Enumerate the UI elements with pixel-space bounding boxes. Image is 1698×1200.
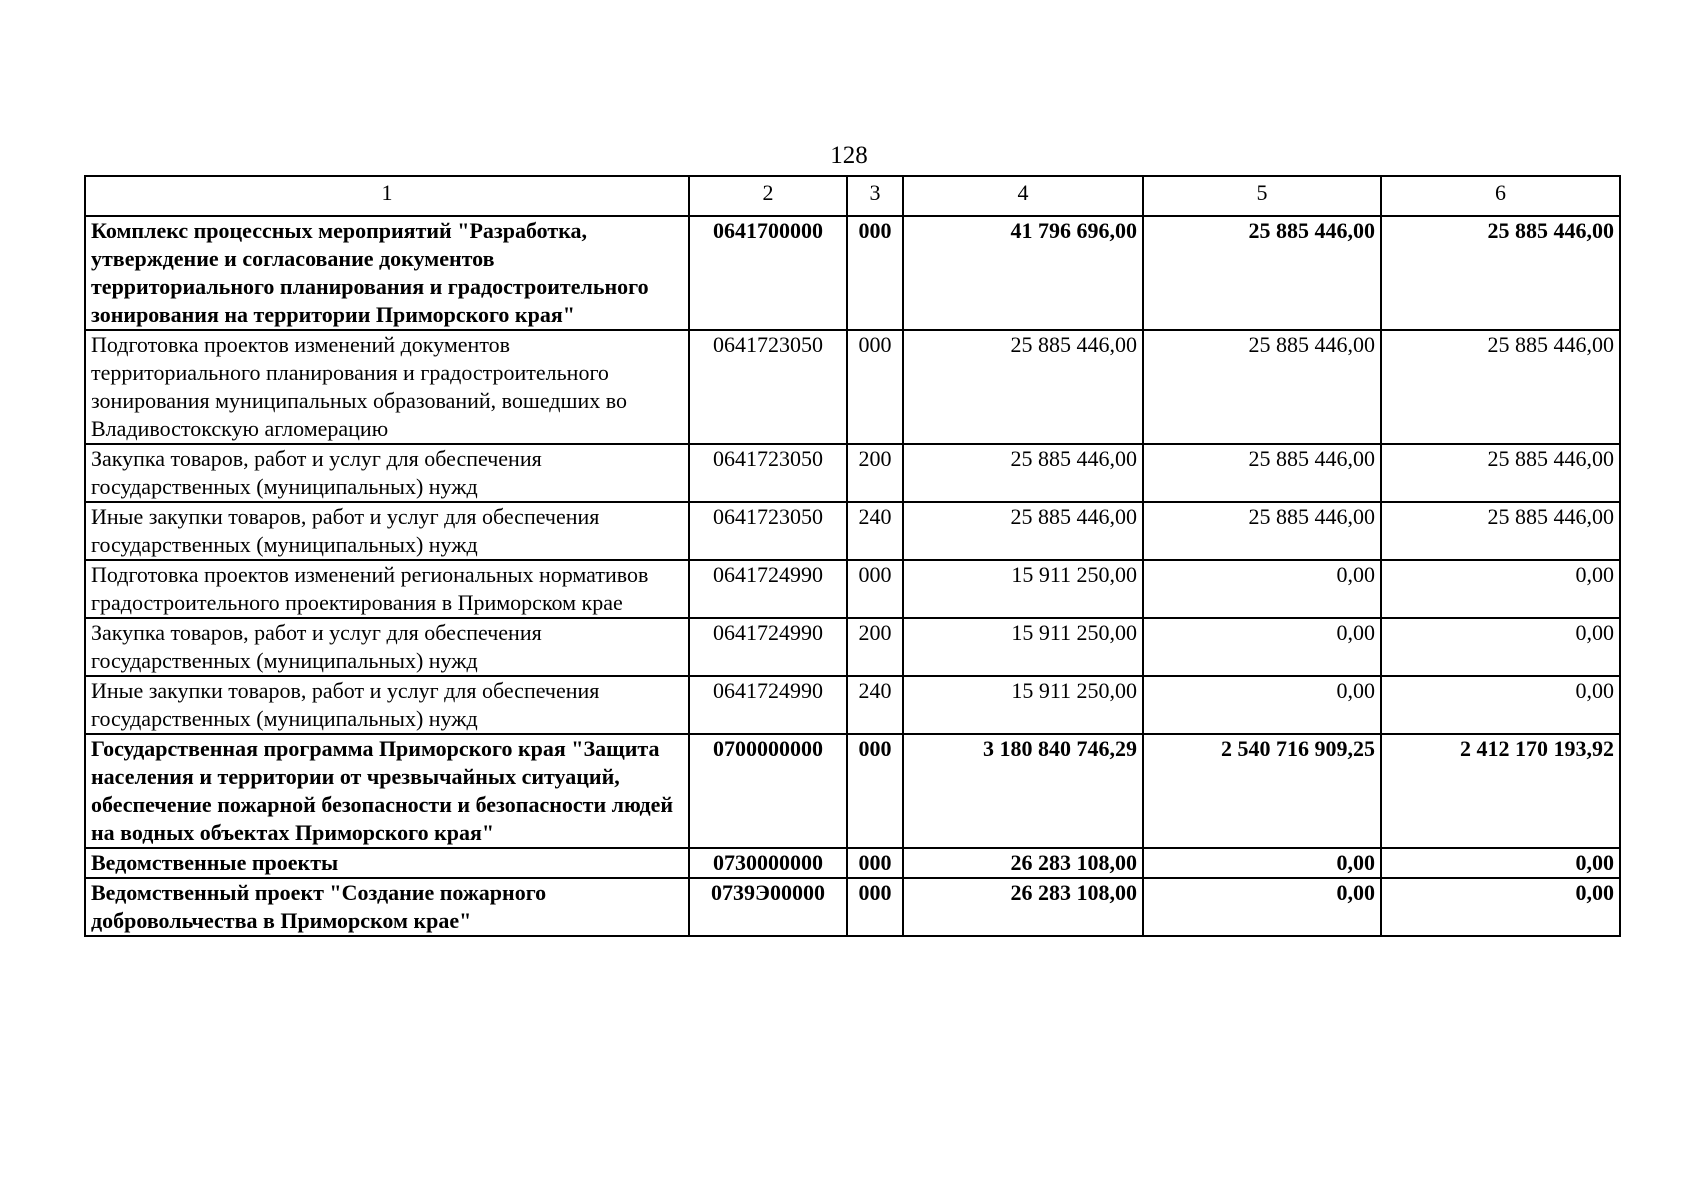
amount-col6-cell: 0,00 <box>1381 676 1620 734</box>
target-code-cell: 0641724990 <box>689 676 847 734</box>
amount-col6-cell: 0,00 <box>1381 848 1620 878</box>
expense-type-cell: 200 <box>847 618 903 676</box>
expense-type-cell: 000 <box>847 734 903 848</box>
table-row <box>85 444 1620 502</box>
amount-col5-cell: 0,00 <box>1143 676 1381 734</box>
amount-col5-cell: 25 885 446,00 <box>1143 502 1381 560</box>
table-row <box>85 330 1620 444</box>
amount-col4-cell: 26 283 108,00 <box>903 848 1143 878</box>
amount-col4-cell: 25 885 446,00 <box>903 444 1143 502</box>
expense-type-cell: 000 <box>847 848 903 878</box>
target-code-cell: 0641723050 <box>689 444 847 502</box>
table-row <box>85 502 1620 560</box>
amount-col5-cell: 25 885 446,00 <box>1143 216 1381 330</box>
amount-col4-cell: 15 911 250,00 <box>903 618 1143 676</box>
amount-col6-cell: 0,00 <box>1381 878 1620 936</box>
amount-col4-cell: 15 911 250,00 <box>903 676 1143 734</box>
target-code-cell: 0641723050 <box>689 330 847 444</box>
table-row <box>85 560 1620 618</box>
amount-col6-cell: 25 885 446,00 <box>1381 216 1620 330</box>
amount-col6-cell: 0,00 <box>1381 618 1620 676</box>
amount-col6-cell: 25 885 446,00 <box>1381 444 1620 502</box>
amount-col6-cell: 25 885 446,00 <box>1381 330 1620 444</box>
table-row <box>85 878 1620 936</box>
column-header-4: 4 <box>903 176 1143 216</box>
row-name-cell: Ведомственный проект "Создание пожарного добровольчества в Приморском крае" <box>85 878 689 936</box>
amount-col5-cell: 2 540 716 909,25 <box>1143 734 1381 848</box>
target-code-cell: 0700000000 <box>689 734 847 848</box>
row-name-cell: Закупка товаров, работ и услуг для обеспечения государственных (муниципальных) нужд <box>85 618 689 676</box>
expense-type-cell: 240 <box>847 676 903 734</box>
table-row <box>85 734 1620 848</box>
row-name-cell: Ведомственные проекты <box>85 848 689 878</box>
amount-col5-cell: 0,00 <box>1143 618 1381 676</box>
column-header-6: 6 <box>1381 176 1620 216</box>
amount-col5-cell: 0,00 <box>1143 560 1381 618</box>
amount-col5-cell: 0,00 <box>1143 848 1381 878</box>
target-code-cell: 0641724990 <box>689 560 847 618</box>
amount-col5-cell: 0,00 <box>1143 878 1381 936</box>
expense-type-cell: 200 <box>847 444 903 502</box>
target-code-cell: 0641723050 <box>689 502 847 560</box>
row-name-cell: Иные закупки товаров, работ и услуг для обеспечения государственных (муниципальных) нужд <box>85 676 689 734</box>
table-row <box>85 848 1620 878</box>
table-row <box>85 216 1620 330</box>
page-number: 128 <box>830 142 868 169</box>
column-header-1: 1 <box>85 176 689 216</box>
amount-col4-cell: 3 180 840 746,29 <box>903 734 1143 848</box>
target-code-cell: 0739Э00000 <box>689 878 847 936</box>
amount-col6-cell: 25 885 446,00 <box>1381 502 1620 560</box>
expense-type-cell: 000 <box>847 330 903 444</box>
expense-type-cell: 000 <box>847 878 903 936</box>
amount-col4-cell: 41 796 696,00 <box>903 216 1143 330</box>
table-row <box>85 676 1620 734</box>
amount-col4-cell: 25 885 446,00 <box>903 502 1143 560</box>
row-name-cell: Комплекс процессных мероприятий "Разработка, утверждение и согласование документов территориального планирования и градостроительного зонирования на территории Приморского края" <box>85 216 689 330</box>
column-header-5: 5 <box>1143 176 1381 216</box>
table-row <box>85 618 1620 676</box>
amount-col5-cell: 25 885 446,00 <box>1143 330 1381 444</box>
row-name-cell: Закупка товаров, работ и услуг для обеспечения государственных (муниципальных) нужд <box>85 444 689 502</box>
header-row <box>85 176 1620 216</box>
row-name-cell: Подготовка проектов изменений региональных нормативов градостроительного проектирования в Приморском крае <box>85 560 689 618</box>
amount-col4-cell: 15 911 250,00 <box>903 560 1143 618</box>
target-code-cell: 0730000000 <box>689 848 847 878</box>
column-header-3: 3 <box>847 176 903 216</box>
target-code-cell: 0641700000 <box>689 216 847 330</box>
row-name-cell: Подготовка проектов изменений документов территориального планирования и градостроительного зонирования муниципальных образований, вошедших во Владивостокскую агломерацию <box>85 330 689 444</box>
amount-col6-cell: 2 412 170 193,92 <box>1381 734 1620 848</box>
target-code-cell: 0641724990 <box>689 618 847 676</box>
row-name-cell: Иные закупки товаров, работ и услуг для обеспечения государственных (муниципальных) нужд <box>85 502 689 560</box>
table-body <box>85 216 1620 936</box>
amount-col4-cell: 25 885 446,00 <box>903 330 1143 444</box>
expense-type-cell: 240 <box>847 502 903 560</box>
amount-col6-cell: 0,00 <box>1381 560 1620 618</box>
budget-table <box>84 175 1621 937</box>
amount-col4-cell: 26 283 108,00 <box>903 878 1143 936</box>
expense-type-cell: 000 <box>847 560 903 618</box>
expense-type-cell: 000 <box>847 216 903 330</box>
column-header-2: 2 <box>689 176 847 216</box>
amount-col5-cell: 25 885 446,00 <box>1143 444 1381 502</box>
row-name-cell: Государственная программа Приморского края "Защита населения и территории от чрезвычайных ситуаций, обеспечение пожарной безопасности и безопасности людей на водных объектах Приморского края" <box>85 734 689 848</box>
